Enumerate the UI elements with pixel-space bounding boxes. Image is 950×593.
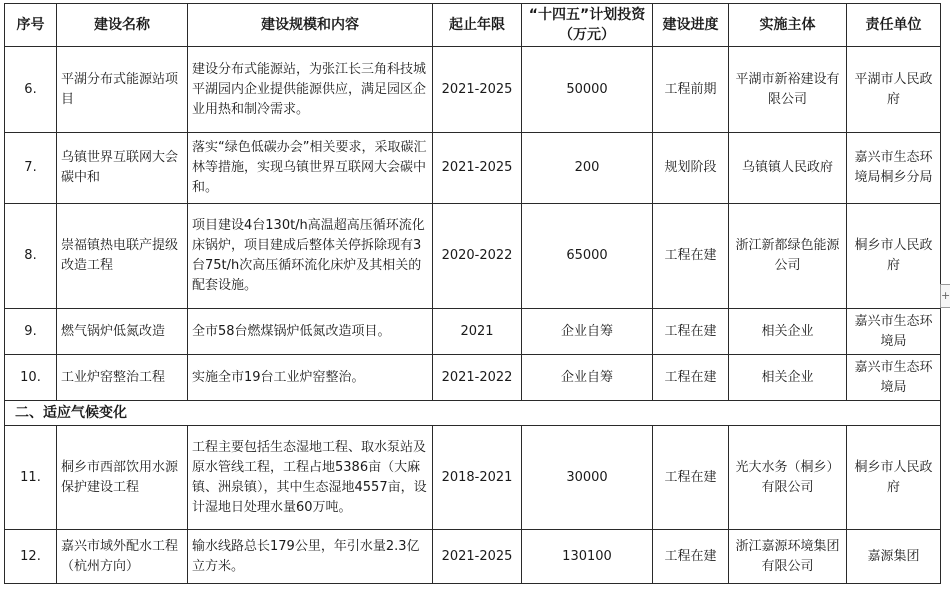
- row-responsible: 嘉兴市生态环境局: [847, 355, 941, 401]
- header-name: 建设名称: [57, 4, 188, 47]
- section-row: [5, 401, 941, 426]
- row-progress: 工程在建: [653, 309, 729, 355]
- row-scope: 输水线路总长179公里，年引水量2.3亿立方米。: [188, 530, 433, 584]
- row-no: 12.: [5, 530, 57, 584]
- header-investment: “十四五”计划投资（万元）: [522, 4, 653, 47]
- table-row: [5, 309, 941, 355]
- row-name: 桐乡市西部饮用水源保护建设工程: [57, 426, 188, 530]
- row-investment: 65000: [522, 204, 653, 309]
- project-table: [4, 3, 941, 584]
- table-row: [5, 47, 941, 133]
- row-implementer: 相关企业: [729, 355, 847, 401]
- row-no: 11.: [5, 426, 57, 530]
- row-implementer: 平湖市新裕建设有限公司: [729, 47, 847, 133]
- row-no: 8.: [5, 204, 57, 309]
- add-column-handle[interactable]: +: [940, 284, 950, 308]
- row-implementer: 乌镇镇人民政府: [729, 133, 847, 204]
- row-scope: 工程主要包括生态湿地工程、取水泵站及原水管线工程，工程占地5386亩（大麻镇、洲泉镇），其中生态湿地4557亩，设计湿地日处理水量60万吨。: [188, 426, 433, 530]
- header-row: [5, 4, 941, 47]
- row-years: 2021-2022: [433, 355, 522, 401]
- row-responsible: 嘉兴市生态环境局桐乡分局: [847, 133, 941, 204]
- row-responsible: 桐乡市人民政府: [847, 426, 941, 530]
- row-name: 燃气锅炉低氮改造: [57, 309, 188, 355]
- row-progress: 工程在建: [653, 530, 729, 584]
- row-no: 7.: [5, 133, 57, 204]
- header-responsible: 责任单位: [847, 4, 941, 47]
- row-implementer: 相关企业: [729, 309, 847, 355]
- row-scope: 实施全市19台工业炉窑整治。: [188, 355, 433, 401]
- row-progress: 工程前期: [653, 47, 729, 133]
- row-no: 10.: [5, 355, 57, 401]
- row-responsible: 嘉兴市生态环境局: [847, 309, 941, 355]
- row-name: 工业炉窑整治工程: [57, 355, 188, 401]
- row-scope: 项目建设4台130t/h高温超高压循环流化床锅炉，项目建成后整体关停拆除现有3台75t/h次高压循环流化床炉及其相关的配套设施。: [188, 204, 433, 309]
- header-years: 起止年限: [433, 4, 522, 47]
- row-years: 2021-2025: [433, 133, 522, 204]
- row-implementer: 光大水务（桐乡）有限公司: [729, 426, 847, 530]
- section-title: 二、适应气候变化: [5, 401, 941, 426]
- row-progress: 规划阶段: [653, 133, 729, 204]
- header-no: 序号: [5, 4, 57, 47]
- row-no: 6.: [5, 47, 57, 133]
- row-name: 崇福镇热电联产提级改造工程: [57, 204, 188, 309]
- table-row: [5, 355, 941, 401]
- table-row: [5, 133, 941, 204]
- row-years: 2021-2025: [433, 47, 522, 133]
- row-progress: 工程在建: [653, 355, 729, 401]
- row-investment: 130100: [522, 530, 653, 584]
- table-row: [5, 426, 941, 530]
- row-years: 2018-2021: [433, 426, 522, 530]
- row-investment: 30000: [522, 426, 653, 530]
- row-investment: 企业自筹: [522, 309, 653, 355]
- row-years: 2021: [433, 309, 522, 355]
- row-scope: 建设分布式能源站，为张江长三角科技城平湖园内企业提供能源供应，满足园区企业用热和制冷需求。: [188, 47, 433, 133]
- row-scope: 落实“绿色低碳办会”相关要求，采取碳汇林等措施，实现乌镇世界互联网大会碳中和。: [188, 133, 433, 204]
- row-years: 2020-2022: [433, 204, 522, 309]
- header-scope: 建设规模和内容: [188, 4, 433, 47]
- header-implementer: 实施主体: [729, 4, 847, 47]
- row-investment: 企业自筹: [522, 355, 653, 401]
- row-name: 嘉兴市域外配水工程（杭州方向）: [57, 530, 188, 584]
- row-responsible: 嘉源集团: [847, 530, 941, 584]
- row-implementer: 浙江新都绿色能源公司: [729, 204, 847, 309]
- header-progress: 建设进度: [653, 4, 729, 47]
- row-responsible: 平湖市人民政府: [847, 47, 941, 133]
- row-progress: 工程在建: [653, 204, 729, 309]
- row-no: 9.: [5, 309, 57, 355]
- row-investment: 200: [522, 133, 653, 204]
- row-implementer: 浙江嘉源环境集团有限公司: [729, 530, 847, 584]
- row-name: 平湖分布式能源站项目: [57, 47, 188, 133]
- row-years: 2021-2025: [433, 530, 522, 584]
- row-investment: 50000: [522, 47, 653, 133]
- row-scope: 全市58台燃煤锅炉低氮改造项目。: [188, 309, 433, 355]
- row-name: 乌镇世界互联网大会碳中和: [57, 133, 188, 204]
- table-row: [5, 204, 941, 309]
- row-progress: 工程在建: [653, 426, 729, 530]
- table-row: [5, 530, 941, 584]
- row-responsible: 桐乡市人民政府: [847, 204, 941, 309]
